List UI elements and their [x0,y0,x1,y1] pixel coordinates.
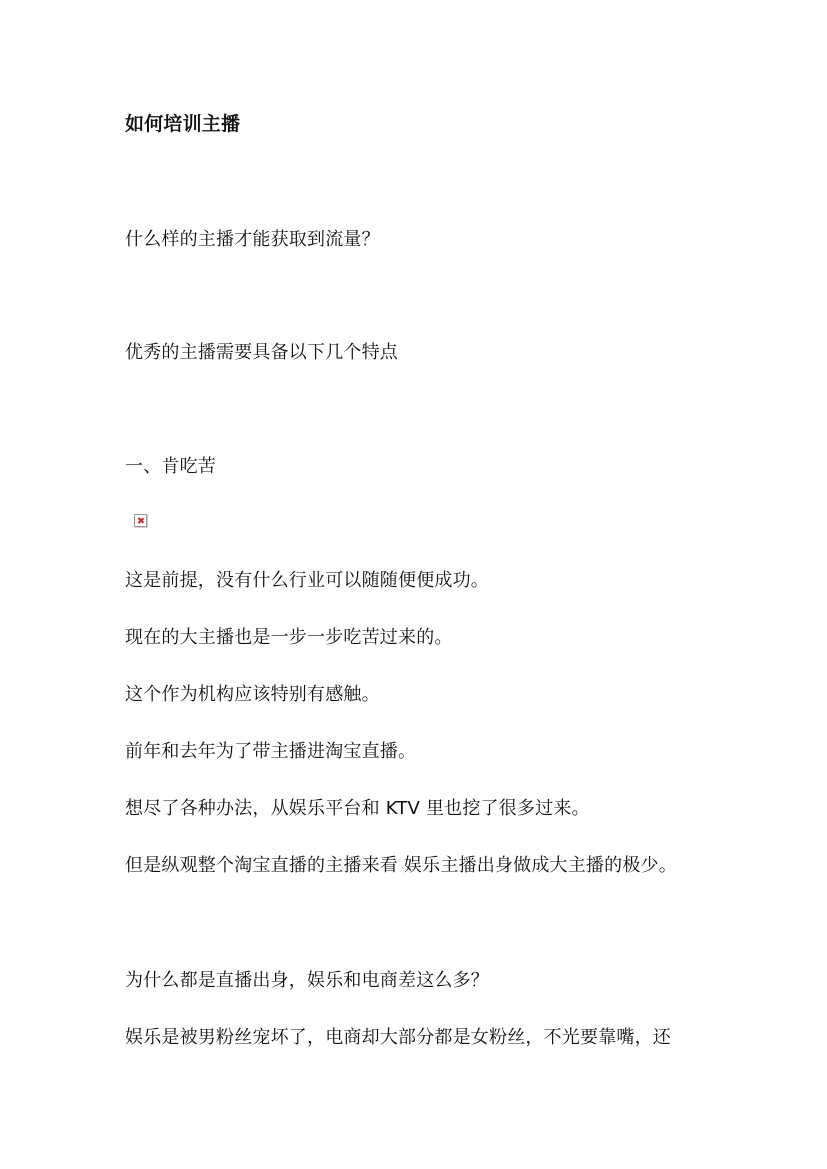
paragraph-question-traffic: 什么样的主播才能获取到流量？ [125,229,380,250]
paragraph-line: 前年和去年为了带主播进淘宝直播。 [125,741,417,762]
broken-image-icon [134,514,147,527]
paragraph-question-difference: 为什么都是直播出身，娱乐和电商差这么多？ [125,970,489,991]
paragraph-line: 但是纵观整个淘宝直播的主播来看 娱乐主播出身做成大主播的极少。 [125,855,677,876]
paragraph-line: 想尽了各种办法，从娱乐平台和 KTV 里也挖了很多过来。 [125,798,590,819]
paragraph-line: 这个作为机构应该特别有感触。 [125,684,380,705]
document-title: 如何培训主播 [125,113,241,135]
paragraph-line: 这是前提，没有什么行业可以随随便便成功。 [125,570,489,591]
section-heading-hard-work: 一、肯吃苦 [125,456,216,477]
paragraph-features-intro: 优秀的主播需要具备以下几个特点 [125,342,398,363]
paragraph-line: 娱乐是被男粉丝宠坏了，电商却大部分都是女粉丝，不光要靠嘴，还 [125,1027,671,1048]
paragraph-line: 现在的大主播也是一步一步吃苦过来的。 [125,627,453,648]
